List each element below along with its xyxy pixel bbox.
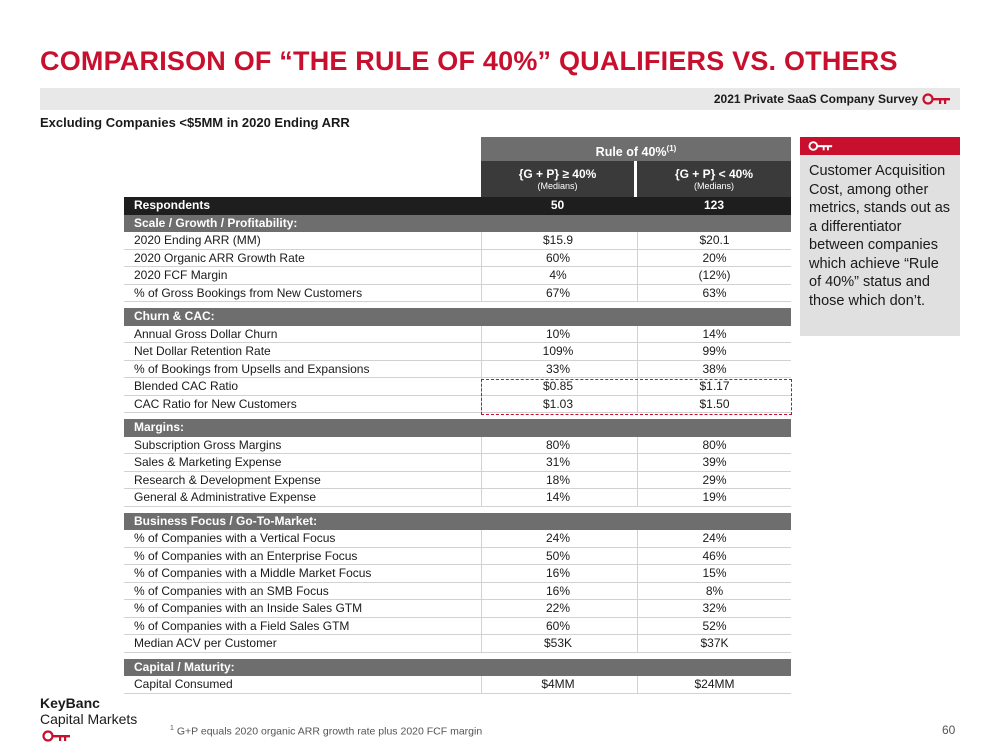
- table-row: [124, 489, 791, 507]
- table-row: [124, 635, 791, 653]
- table-row-value-others: 19%: [637, 489, 791, 507]
- table-row-value-qualifiers: 4%: [481, 267, 634, 285]
- table-row-label: Research & Development Expense: [134, 472, 321, 487]
- table-row-value-others: 14%: [637, 326, 791, 344]
- callout-text: Customer Acquisition Cost, among other metrics, stands out as a differentiator between companies which achieve “Rule of 40%” status and those which don’t.: [809, 163, 951, 309]
- table-row-label: CAC Ratio for New Customers: [134, 396, 297, 411]
- table-row-value-qualifiers: 60%: [481, 250, 634, 268]
- key-icon: [922, 92, 952, 106]
- table-row: [124, 285, 791, 303]
- table-row-value-others: (12%): [637, 267, 791, 285]
- table-row-label: Median ACV per Customer: [134, 636, 277, 650]
- section-header-label: Margins:: [134, 420, 185, 434]
- table-row-value-qualifiers: 16%: [481, 565, 634, 583]
- section-header-label: Scale / Growth / Profitability:: [134, 215, 298, 230]
- table-row-label: Sales & Marketing Expense: [134, 455, 282, 469]
- table-row-value-qualifiers: 14%: [481, 489, 634, 507]
- callout-header: [800, 137, 960, 155]
- page-number: 60: [942, 723, 956, 737]
- table-row-label: 2020 FCF Margin: [134, 268, 228, 282]
- column-header-others: {G + P} < 40% (Medians): [637, 161, 791, 197]
- table-row-label: % of Gross Bookings from New Customers: [134, 285, 363, 300]
- table-row-value-others: $24MM: [637, 676, 791, 694]
- table-row-value-others: 99%: [637, 343, 791, 361]
- subtitle: Excluding Companies <$5MM in 2020 Ending ARR: [40, 115, 350, 130]
- callout-box: [800, 137, 960, 336]
- section-header: [124, 308, 791, 326]
- table-row-value-qualifiers: 10%: [481, 326, 634, 344]
- table-row: [124, 565, 791, 583]
- table-row: [124, 530, 791, 548]
- cac-highlight-box: [481, 379, 792, 415]
- table-row: [124, 548, 791, 566]
- section-header: [124, 659, 791, 677]
- footnote: $^1$ G+P equals 2020 organic ARR growth rate plus 2020 FCF margin: [170, 725, 483, 738]
- table-row-value-others: 52%: [637, 618, 791, 636]
- table-row-label: % of Companies with a Field Sales GTM: [134, 618, 350, 633]
- table-row-value-others: 63%: [637, 285, 791, 303]
- key-icon: [40, 729, 74, 743]
- table-row: [124, 676, 791, 694]
- table-row-value-qualifiers: $1.03: [481, 396, 634, 414]
- table-row-value-others: $37K: [637, 635, 791, 653]
- respondents-row: [124, 197, 791, 215]
- table-row-value-others: 38%: [637, 361, 791, 379]
- table-row-label: % of Companies with an SMB Focus: [134, 583, 329, 598]
- table-row-value-qualifiers: 80%: [481, 437, 634, 455]
- table-row-label: Subscription Gross Margins: [134, 437, 282, 452]
- table-row-value-qualifiers: 18%: [481, 472, 634, 490]
- respondents-row-value-qualifiers: 50: [550, 198, 565, 212]
- table-row-value-others: 8%: [637, 583, 791, 601]
- table-row-value-qualifiers: $53K: [481, 635, 634, 653]
- rule-of-40-header: Rule of 40%$^{(1)}$: [481, 137, 791, 161]
- table-row-value-qualifiers: 31%: [481, 454, 634, 472]
- table-row: [124, 326, 791, 344]
- table-row-label: Annual Gross Dollar Churn: [134, 326, 278, 341]
- survey-label: 2021 Private SaaS Company Survey: [713, 92, 918, 106]
- table-row-value-qualifiers: $4MM: [481, 676, 634, 694]
- table-row-label: 2020 Ending ARR (MM): [134, 233, 261, 247]
- table-row-value-qualifiers: 67%: [481, 285, 634, 303]
- table-row: [124, 583, 791, 601]
- respondents-row-label: Respondents: [134, 198, 211, 212]
- section-header: [124, 513, 791, 531]
- table-row-value-qualifiers: 109%: [481, 343, 634, 361]
- table-row-value-others: 24%: [637, 530, 791, 548]
- table-row-value-others: $20.1: [637, 232, 791, 250]
- table-row: [124, 250, 791, 268]
- table-row: [124, 267, 791, 285]
- section-header: [124, 419, 791, 437]
- table-row: [124, 361, 791, 379]
- table-row: [124, 343, 791, 361]
- table-row-value-qualifiers: 22%: [481, 600, 634, 618]
- table-row-label: Capital Consumed: [134, 677, 233, 691]
- section-header: [124, 215, 791, 233]
- keybanc-logo: KeyBanc Capital Markets: [40, 695, 137, 727]
- table-row-value-qualifiers: 33%: [481, 361, 634, 379]
- survey-bar: [40, 88, 960, 110]
- respondents-row-value-others: 123: [703, 198, 725, 212]
- table-row: [124, 600, 791, 618]
- table-row-value-others: 39%: [637, 454, 791, 472]
- table-row: [124, 618, 791, 636]
- table-row-label: % of Companies with an Enterprise Focus: [134, 548, 358, 563]
- table-row: [124, 472, 791, 490]
- table-row-value-qualifiers: 16%: [481, 583, 634, 601]
- table-row-value-others: 32%: [637, 600, 791, 618]
- table-row-label: General & Administrative Expense: [134, 490, 317, 504]
- table-row-label: % of Companies with a Middle Market Focus: [134, 566, 372, 580]
- table-row-value-qualifiers: 50%: [481, 548, 634, 566]
- table-row: [124, 454, 791, 472]
- table-row-value-others: $1.50: [637, 396, 791, 414]
- table-row-value-others: 15%: [637, 565, 791, 583]
- key-icon: [808, 140, 834, 152]
- table-row-value-qualifiers: $0.85: [481, 378, 634, 396]
- table-row-label: % of Bookings from Upsells and Expansions: [134, 361, 370, 376]
- table-row-value-others: 20%: [637, 250, 791, 268]
- table-row-label: Blended CAC Ratio: [134, 379, 239, 393]
- table-row-value-others: $1.17: [637, 378, 791, 396]
- section-header-label: Business Focus / Go-To-Market:: [134, 513, 318, 528]
- table-row-label: 2020 Organic ARR Growth Rate: [134, 250, 305, 265]
- table-row-label: % of Companies with an Inside Sales GTM: [134, 601, 363, 615]
- table-row-value-qualifiers: 24%: [481, 530, 634, 548]
- table-row-value-qualifiers: $15.9: [481, 232, 634, 250]
- table-row: [124, 232, 791, 250]
- section-header-label: Churn & CAC:: [134, 309, 215, 323]
- table-row-label: Net Dollar Retention Rate: [134, 344, 271, 358]
- section-header-label: Capital / Maturity:: [134, 659, 235, 674]
- table-row-label: % of Companies with a Vertical Focus: [134, 531, 336, 545]
- table-row-value-qualifiers: 60%: [481, 618, 634, 636]
- table-row-value-others: 46%: [637, 548, 791, 566]
- page-title: COMPARISON OF “THE RULE OF 40%” QUALIFIERS VS. OTHERS: [40, 46, 898, 76]
- table-row: [124, 437, 791, 455]
- column-header-qualifiers: {G + P} ≥ 40% (Medians): [481, 161, 634, 197]
- table-row-value-others: 80%: [637, 437, 791, 455]
- table-row-value-others: 29%: [637, 472, 791, 490]
